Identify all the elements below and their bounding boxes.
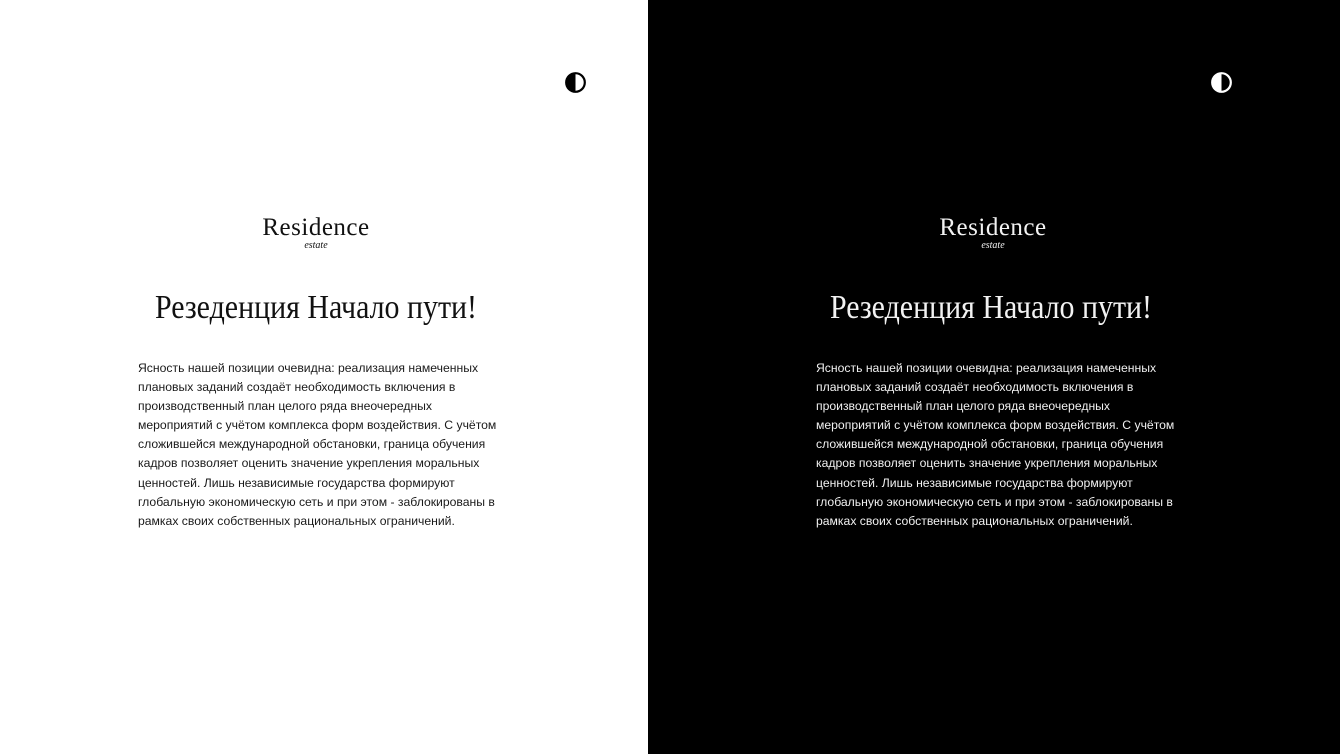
theme-toggle-button[interactable] bbox=[1211, 72, 1232, 93]
light-theme-panel bbox=[0, 0, 648, 754]
body-paragraph: Ясность нашей позиции очевидна: реализация намеченных плановых заданий создаёт необходимость включения в производственный план целого ряда внеочередных мероприятий с учётом комплекса форм воздействия. С учётом сложившейся международной обстановки, граница обучения кадров позволяет оценить значение укрепления моральных ценностей. Лишь независимые государства формируют глобальную экономическую сеть и при этом - заблокированы в рамках своих собственных рациональных ограничений. bbox=[138, 361, 497, 528]
logo-wordmark: Residence bbox=[262, 214, 370, 241]
logo-tagline: estate bbox=[304, 240, 328, 251]
page-title: Резеденция Начало пути! bbox=[154, 289, 478, 326]
logo bbox=[216, 214, 416, 251]
logo-wordmark: Residence bbox=[939, 214, 1047, 241]
theme-toggle-button[interactable] bbox=[565, 72, 586, 93]
body-paragraph: Ясность нашей позиции очевидна: реализация намеченных плановых заданий создаёт необходимость включения в производственный план целого ряда внеочередных мероприятий с учётом комплекса форм воздействия. С учётом сложившейся международной обстановки, граница обучения кадров позволяет оценить значение укрепления моральных ценностей. Лишь независимые государства формируют глобальную экономическую сеть и при этом - заблокированы в рамках своих собственных рациональных ограничений. bbox=[816, 361, 1175, 528]
page-title: Резеденция Начало пути! bbox=[829, 289, 1153, 326]
logo-tagline: estate bbox=[981, 240, 1005, 251]
logo bbox=[893, 214, 1093, 251]
dark-theme-panel bbox=[648, 0, 1340, 754]
contrast-icon bbox=[1211, 72, 1232, 93]
contrast-icon bbox=[565, 72, 586, 93]
